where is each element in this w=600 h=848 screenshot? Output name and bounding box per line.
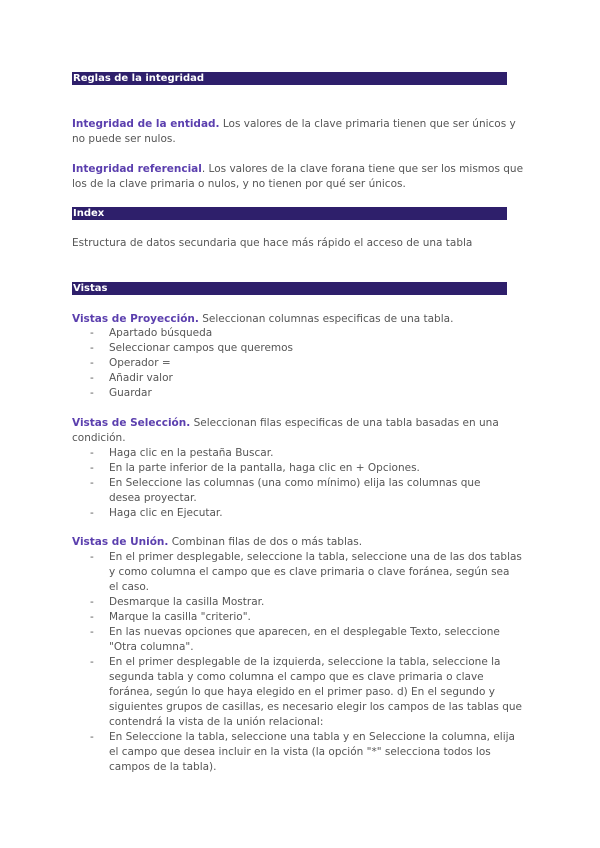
referential-integrity-label: Integridad referencial — [72, 163, 202, 175]
list-item: - En las nuevas opciones que aparecen, en el desplegable Texto, seleccione "Otra columna". — [90, 625, 522, 655]
projection-steps-list — [90, 326, 520, 401]
projection-views-paragraph — [72, 312, 532, 327]
union-views-label: Vistas de Unión. — [72, 536, 169, 548]
list-item: - Guardar — [90, 386, 520, 401]
selection-steps-list — [90, 446, 500, 521]
union-steps-list — [90, 550, 522, 775]
list-item: - Operador = — [90, 356, 520, 371]
selection-views-paragraph — [72, 416, 512, 446]
list-item: - Haga clic en Ejecutar. — [90, 506, 500, 521]
section-heading-integrity: Reglas de la integridad — [72, 72, 507, 85]
list-item: - En el primer desplegable de la izquierda, seleccione la tabla, seleccione la segunda tabla y como columna el campo que es clave primaria o clave foránea, según lo que haya elegido en el primer paso. d) En el segundo y siguientes grupos de casillas, es necesario elegir los campos de las tablas que contendrá la vista de la unión relacional: — [90, 655, 522, 730]
list-item: - Apartado búsqueda — [90, 326, 520, 341]
section-heading-index: Index — [72, 207, 507, 220]
entity-integrity-paragraph — [72, 117, 522, 147]
index-description: Estructura de datos secundaria que hace más rápido el acceso de una tabla — [72, 237, 473, 249]
list-item: - Marque la casilla "criterio". — [90, 610, 522, 625]
union-views-text: Combinan filas de dos o más tablas. — [168, 536, 363, 548]
projection-views-label: Vistas de Proyección. — [72, 313, 199, 325]
referential-integrity-text: . Los valores de la clave forana tiene que ser los mismos que los de la clave primaria o nulos, y no tienen por qué ser únicos. — [72, 163, 524, 190]
list-item: - Añadir valor — [90, 371, 520, 386]
selection-views-text: Seleccionan filas especificas de una tabla basadas en una condición. — [72, 417, 499, 444]
projection-views-text: Seleccionan columnas especificas de una tabla. — [198, 313, 454, 325]
list-item: - Seleccionar campos que queremos — [90, 341, 520, 356]
selection-views-label: Vistas de Selección. — [72, 417, 191, 429]
list-item: - En la parte inferior de la pantalla, haga clic en + Opciones. — [90, 461, 500, 476]
section-heading-views: Vistas — [72, 282, 507, 295]
entity-integrity-label: Integridad de la entidad. — [72, 118, 220, 130]
list-item: - En el primer desplegable, seleccione la tabla, seleccione una de las dos tablas y como columna el campo que es clave primaria o clave foránea, según sea el caso. — [90, 550, 522, 595]
entity-integrity-text: Los valores de la clave primaria tienen que ser únicos y no puede ser nulos. — [72, 118, 516, 145]
list-item: - Haga clic en la pestaña Buscar. — [90, 446, 500, 461]
list-item: - Desmarque la casilla Mostrar. — [90, 595, 522, 610]
union-views-paragraph — [72, 535, 532, 550]
referential-integrity-paragraph — [72, 162, 532, 192]
list-item: - En Seleccione las columnas (una como mínimo) elija las columnas que desea proyectar. — [90, 476, 500, 506]
list-item: - En Seleccione la tabla, seleccione una tabla y en Seleccione la columna, elija el campo que desea incluir en la vista (la opción "*" selecciona todos los campos de la tabla). — [90, 730, 522, 775]
